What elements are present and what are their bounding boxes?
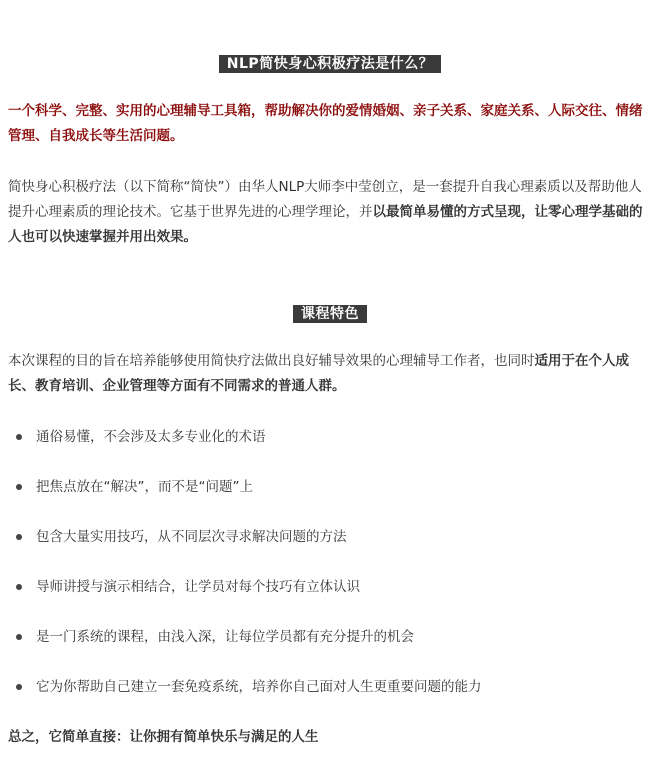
list-item-text: 导师讲授与演示相结合，让学员对每个技巧有立体认识 xyxy=(36,579,360,595)
purpose-text: 本次课程的目的旨在培养能够使用简快疗法做出良好辅导效果的心理辅导工作者，也同时 xyxy=(8,353,535,369)
intro-paragraph xyxy=(8,175,654,250)
conclusion: 总之，它简单直接：让你拥有简单快乐与满足的人生 xyxy=(8,729,319,745)
bullet-icon xyxy=(16,684,22,690)
list-item-text: 把焦点放在“解决”，而不是“问题”上 xyxy=(36,479,253,495)
bullet-icon xyxy=(16,584,22,590)
list-item-text: 是一门系统的课程，由浅入深，让每位学员都有充分提升的机会 xyxy=(36,629,414,645)
list-item-text: 它为你帮助自己建立一套免疫系统，培养你自己面对人生更重要问题的能力 xyxy=(36,679,482,695)
bullet-icon xyxy=(16,534,22,540)
bullet-icon xyxy=(16,634,22,640)
intro-emphasis: 以最简单易懂的方式呈现，让零心理学基础的人也可以快速掌握并用出效果。 xyxy=(8,204,643,245)
purpose-emphasis: 适用于在个人成长、教育培训、企业管理等方面有不同需求的普通人群。 xyxy=(8,353,629,394)
list-item-text: 包含大量实用技巧，从不同层次寻求解决问题的方法 xyxy=(36,529,347,545)
intro-text: 简快身心积极疗法（以下简称“简快”）由华人NLP大师李中莹创立，是一套提升自我心理素质以及帮助他人提升心理素质的理论技术。它基于世界先进的心理学理论，并 xyxy=(8,179,642,220)
section-heading-what-is: NLP简快身心积极疗法是什么？ xyxy=(219,55,441,73)
purpose-paragraph xyxy=(8,349,654,399)
bullet-icon xyxy=(16,484,22,490)
tagline: 一个科学、完整、实用的心理辅导工具箱，帮助解决你的爱情婚姻、亲子关系、家庭关系、人际交往、情绪管理、自我成长等生活问题。 xyxy=(8,103,643,144)
section-what-is-heading-wrap xyxy=(0,53,660,73)
list-item-text: 通俗易懂，不会涉及太多专业化的术语 xyxy=(36,429,266,445)
section-features-heading-wrap xyxy=(0,303,660,323)
section-heading-features: 课程特色 xyxy=(293,305,367,323)
bullet-icon xyxy=(16,434,22,440)
